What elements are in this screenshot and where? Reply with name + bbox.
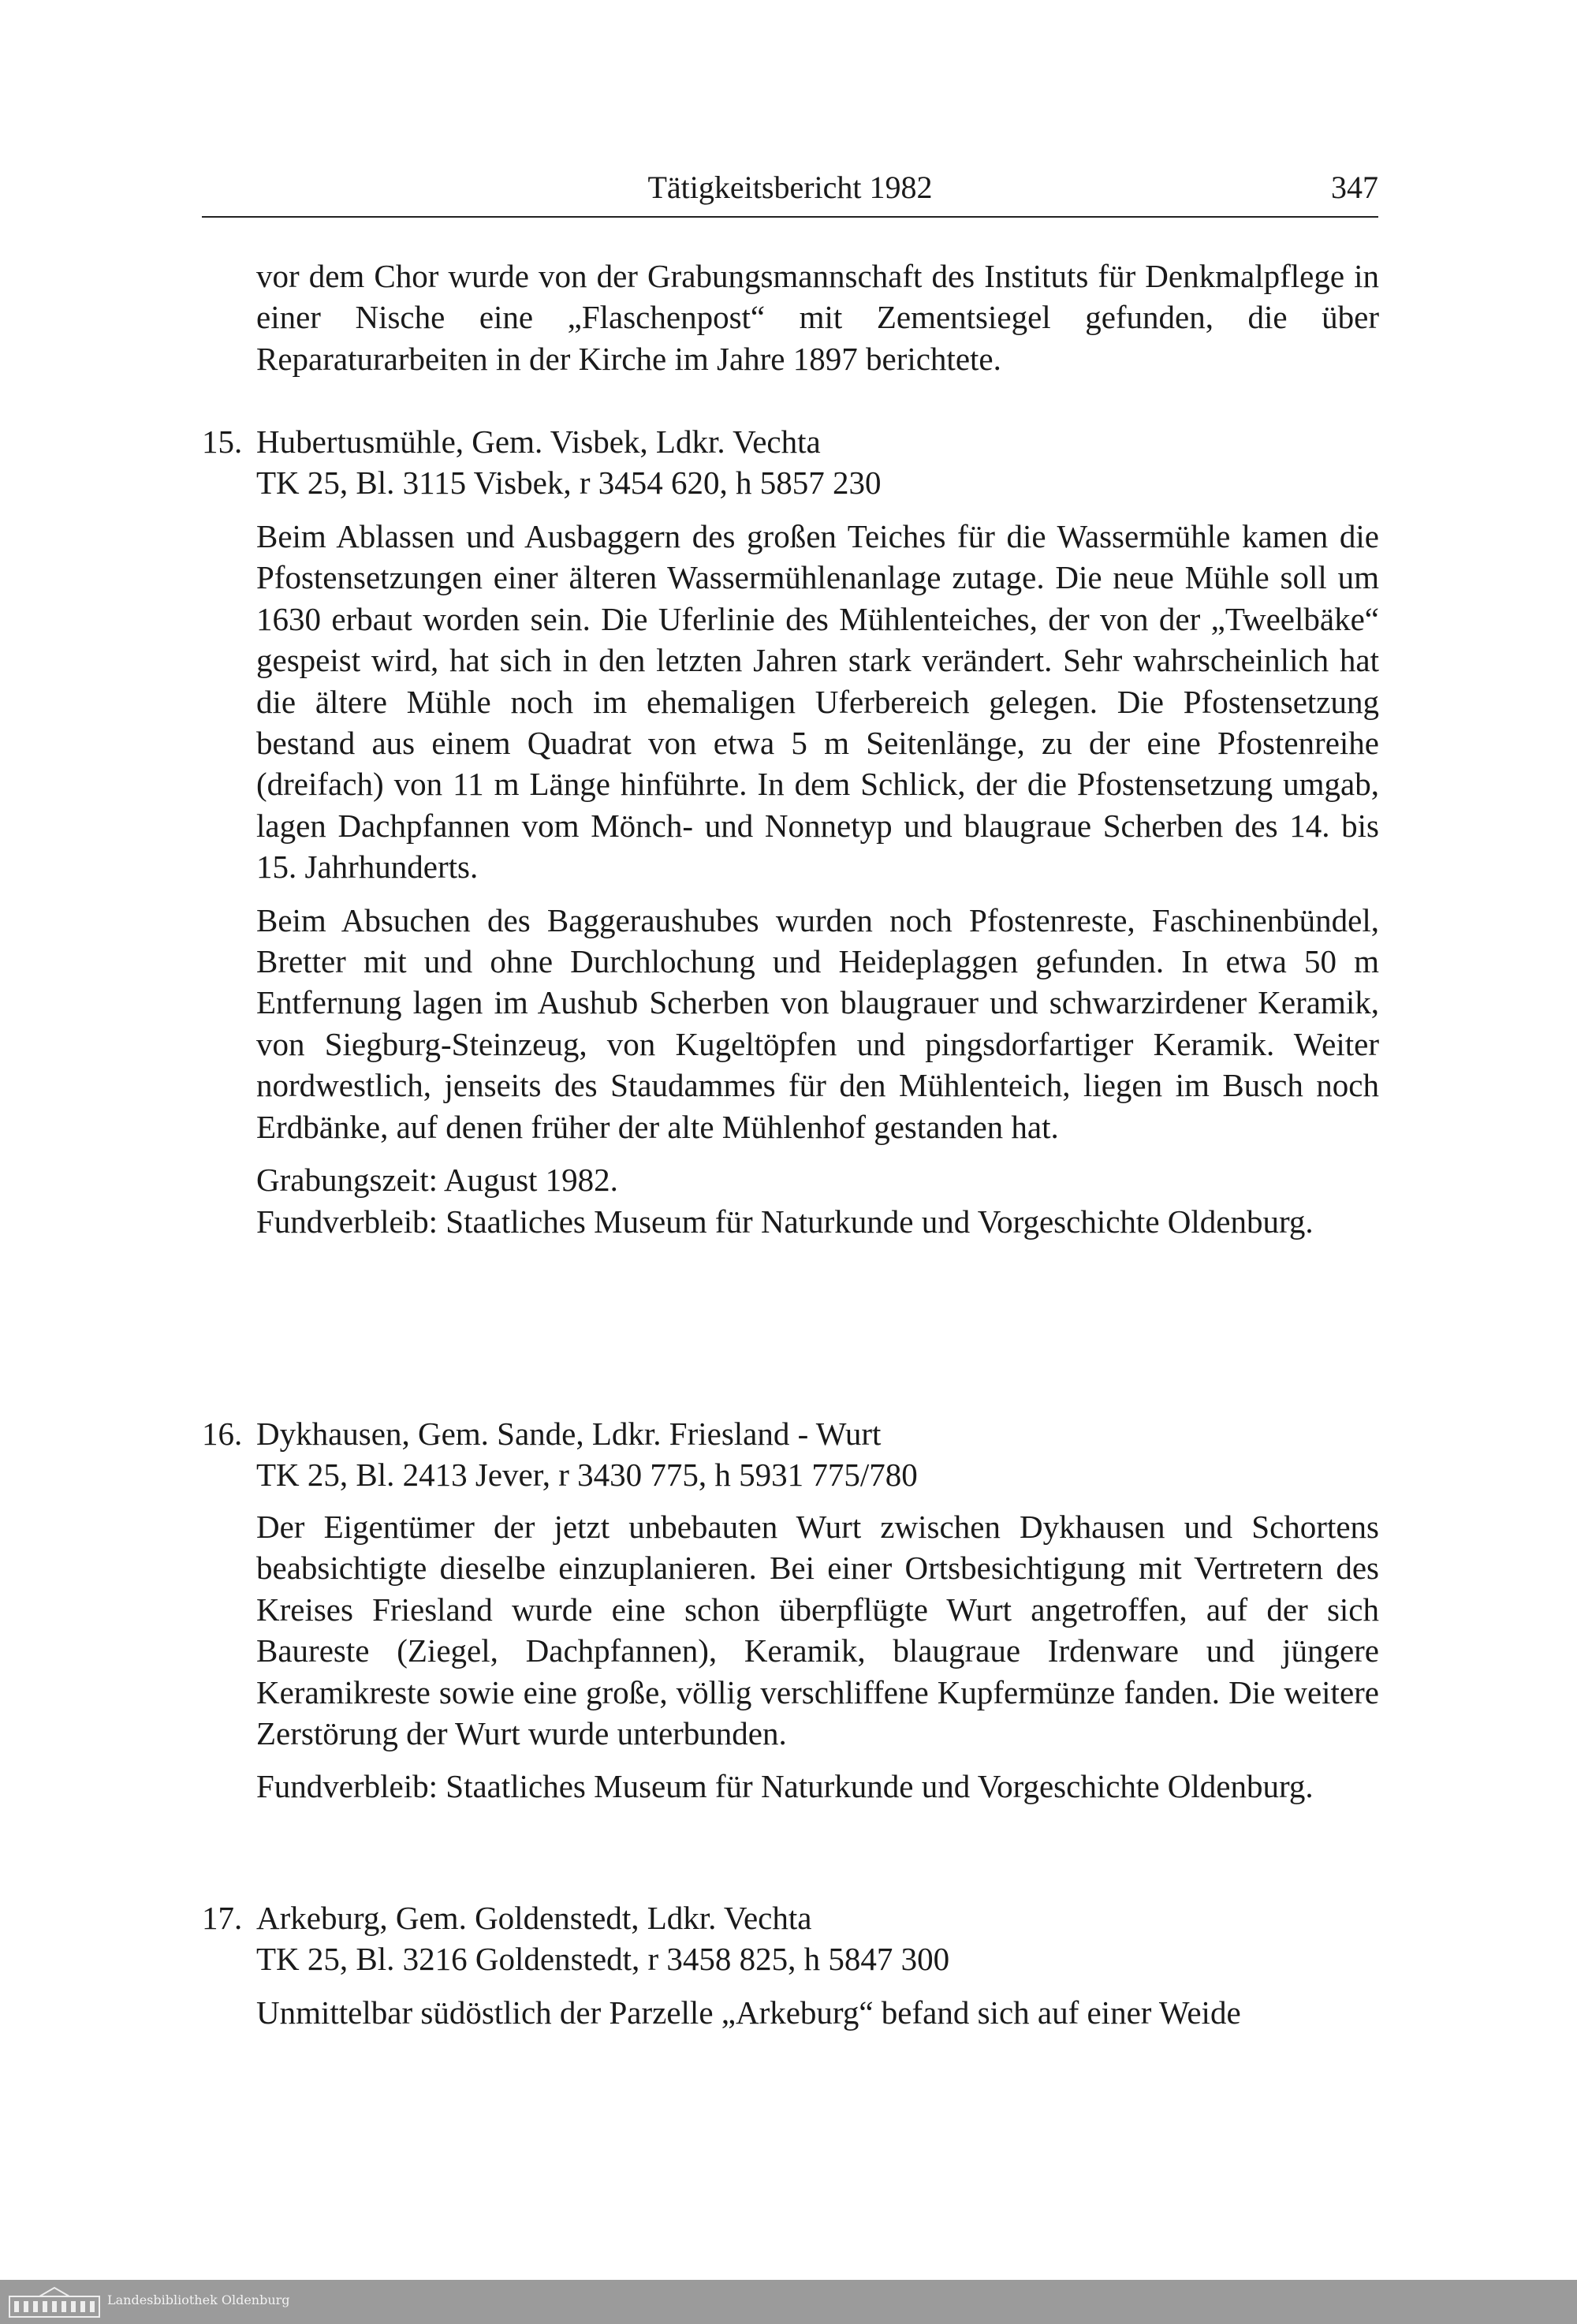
- library-building-icon: [8, 2285, 101, 2318]
- running-title: Tätigkeitsbericht 1982: [647, 170, 933, 205]
- entry-number: 15.: [202, 423, 243, 460]
- entry-heading-15: [202, 421, 1379, 503]
- paragraph: Beim Absuchen des Baggeraushubes wurden noch Pfostenreste, Faschinenbündel, Bretter mit und ohne Durchlochung und Heideplaggen gefunden. In etwa 50 m Entfernung lagen im Aushub Scherben von blaugrauer und schwarzirdener Keramik, von Siegburg-Steinzeug, von Kugeltöpfen und pingsdorfartiger Keramik. Weiter nordwestlich, jenseits des Staudammes für den Mühlenteich, liegen im Busch noch Erdbänke, auf denen früher der alte Mühlenhof gestanden hat.: [256, 901, 1379, 1145]
- entry-title: Arkeburg, Gem. Goldenstedt, Ldkr. Vechta: [256, 1900, 812, 1936]
- entry-title: Hubertusmühle, Gem. Visbek, Ldkr. Vechta: [256, 423, 821, 460]
- page-number: 347: [1331, 170, 1378, 205]
- entry-body-16: [256, 1506, 1379, 1807]
- entry-number: 16.: [202, 1416, 243, 1452]
- intro-paragraph: [256, 256, 1379, 391]
- entry-reference: TK 25, Bl. 3216 Goldenstedt, r 3458 825, h 5847 300: [256, 1941, 950, 1977]
- entry-heading-17: [202, 1897, 1379, 1979]
- paragraph: Beim Ablassen und Ausbaggern des großen Teiches für die Wassermühle kamen die Pfostensetzungen einer älteren Wassermühlenanlage zutage. Die neue Mühle soll um 1630 erbaut worden sein. Die Uferlinie des Mühlenteiches, der von der „Tweelbäke“ gespeist wird, hat sich in den letzten Jahren stark verändert. Sehr wahrscheinlich hat die ältere Mühle noch im ehemaligen Uferbereich gelegen. Die Pfostensetzung bestand aus einem Quadrat von etwa 5 m Seitenlänge, zu der eine Pfostenreihe (dreifach) von 11 m Länge hinführte. In dem Schlick, der die Pfostensetzung umgab, lagen Dachpfannen vom Mönch- und Nonnetyp und blaugraue Scherben des 14. bis 15. Jahrhunderts.: [256, 518, 1379, 886]
- entry-number: 17.: [202, 1900, 243, 1936]
- entry-heading-16: [202, 1413, 1379, 1495]
- excavation-date: Grabungszeit: August 1982.: [256, 1162, 618, 1199]
- page-header: [202, 167, 1378, 218]
- find-location: Fundverbleib: Staatliches Museum für Naturkunde und Vorgeschichte Oldenburg.: [256, 1768, 1314, 1805]
- entry-title: Dykhausen, Gem. Sande, Ldkr. Friesland - Wurt: [256, 1416, 882, 1452]
- find-location: Fundverbleib: Staatliches Museum für Naturkunde und Vorgeschichte Oldenburg.: [256, 1203, 1314, 1240]
- paragraph: vor dem Chor wurde von der Grabungsmannschaft des Instituts für Denkmalpflege in einer Nische eine „Flaschenpost“ mit Zementsiegel gefunden, die über Reparaturarbeiten in der Kirche im Jahre 1897 berichtete.: [256, 258, 1379, 377]
- footer-bar: [0, 2280, 1577, 2324]
- entry-reference: TK 25, Bl. 3115 Visbek, r 3454 620, h 5857 230: [256, 464, 882, 501]
- entry-body-15: [256, 516, 1379, 1242]
- paragraph: Der Eigentümer der jetzt unbebauten Wurt zwischen Dykhausen und Schortens beabsichtigte dieselbe einzuplanieren. Bei einer Ortsbesichtigung mit Vertretern des Kreises Friesland wurde eine schon überpflügte Wurt angetroffen, auf der sich Baureste (Ziegel, Dachpfannen), Keramik, blaugraue Irdenware und jüngere Keramikreste sowie eine große, völlig verschliffene Kupfermünze fanden. Die weitere Zerstörung der Wurt wurde unterbunden.: [256, 1509, 1379, 1752]
- library-name: Landesbibliothek Oldenburg: [107, 2292, 290, 2307]
- entry-body-17: [256, 1992, 1379, 2033]
- paragraph: Unmittelbar südöstlich der Parzelle „Arkeburg“ befand sich auf einer Weide: [256, 1994, 1241, 2031]
- entry-reference: TK 25, Bl. 2413 Jever, r 3430 775, h 5931 775/780: [256, 1457, 918, 1493]
